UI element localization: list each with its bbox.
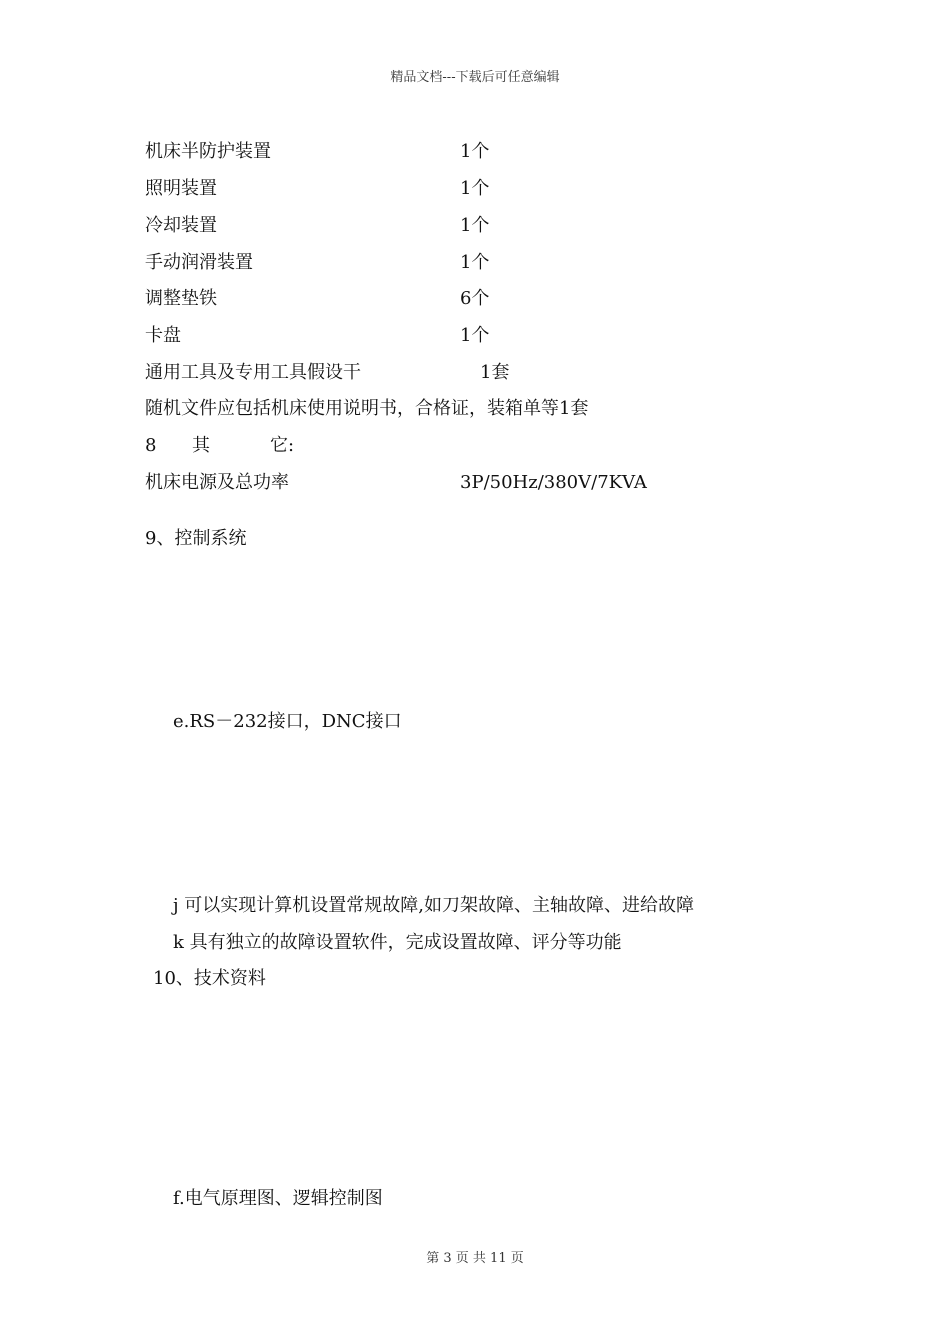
section-10-heading: 10、技术资料	[153, 968, 266, 989]
item-name: 照明装置	[145, 178, 217, 199]
item-qty: 1个	[460, 252, 490, 273]
item-qty: 1个	[460, 215, 490, 236]
item-name: 调整垫铁	[145, 288, 217, 309]
section-9-heading: 9、控制系统	[145, 528, 247, 549]
power-label: 机床电源及总功率	[145, 472, 289, 493]
section-8-char: 其	[192, 435, 210, 456]
item-qty: 1个	[460, 141, 490, 162]
item-qty: 1个	[460, 325, 490, 346]
item-e: e.RS－232接口，DNC接口	[173, 711, 402, 732]
item-name: 手动润滑装置	[145, 252, 253, 273]
page-header: 精品文档---下载后可任意编辑	[390, 70, 560, 85]
item-qty: 1套	[480, 362, 510, 383]
docs-line: 随机文件应包括机床使用说明书，合格证，装箱单等1套	[145, 398, 589, 419]
item-name: 机床半防护装置	[145, 141, 271, 162]
page-footer: 第 3 页 共 11 页	[426, 1251, 524, 1266]
section-8-char: 它:	[270, 435, 295, 456]
item-k: k 具有独立的故障设置软件，完成设置故障、评分等功能	[173, 932, 622, 953]
item-j: j 可以实现计算机设置常规故障,如刀架故障、主轴故障、进给故障	[173, 895, 695, 916]
item-name: 卡盘	[145, 325, 181, 346]
item-f: f.电气原理图、逻辑控制图	[173, 1188, 383, 1209]
power-value: 3P/50Hz/380V/7KVA	[460, 472, 647, 493]
item-qty: 1个	[460, 178, 490, 199]
section-8-number: 8	[145, 435, 157, 456]
item-qty: 6个	[460, 288, 490, 309]
item-name: 冷却装置	[145, 215, 217, 236]
item-name: 通用工具及专用工具假设干	[145, 362, 361, 383]
